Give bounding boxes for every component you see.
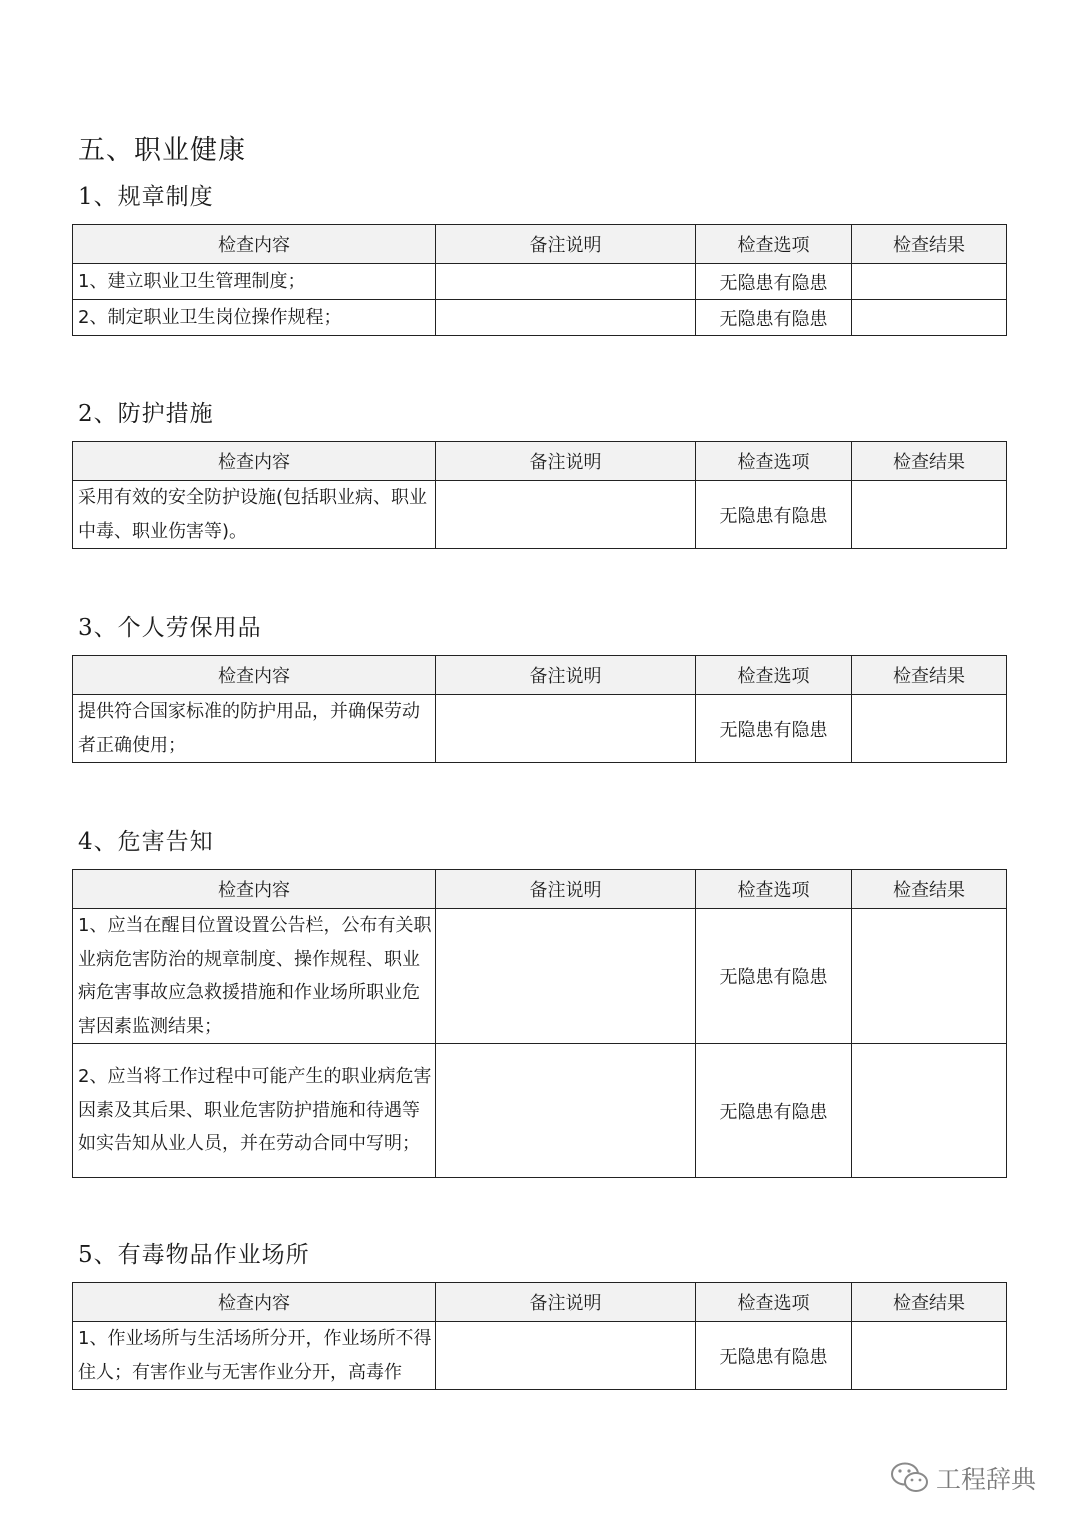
row-content: 2、应当将工作过程中可能产生的职业病危害因素及其后果、职业危害防护措施和待遇等如实告知从业人员，并在劳动合同中写明；: [73, 1044, 436, 1178]
table-row: [73, 695, 1007, 763]
row-note[interactable]: [436, 1322, 696, 1390]
row-content: 2、制定职业卫生岗位操作规程；: [73, 300, 436, 336]
section-title: 3、个人劳保用品: [78, 615, 262, 641]
header-result: 检查结果: [852, 870, 1007, 909]
header-result: 检查结果: [852, 656, 1007, 695]
section-toxic-workplace: [72, 1235, 1006, 1390]
check-table: [72, 1282, 1007, 1390]
row-note[interactable]: [436, 481, 696, 549]
row-content: 提供符合国家标准的防护用品，并确保劳动者正确使用；: [73, 695, 436, 763]
row-content: 1、作业场所与生活场所分开，作业场所不得住人；有害作业与无害作业分开，高毒作: [73, 1322, 436, 1390]
row-option[interactable]: 无隐患有隐患: [696, 909, 852, 1044]
section-title: 5、有毒物品作业场所: [78, 1242, 310, 1268]
row-content: 1、应当在醒目位置设置公告栏，公布有关职业病危害防治的规章制度、操作规程、职业病危害事故应急救援措施和作业场所职业危害因素监测结果；: [73, 909, 436, 1044]
header-note: 备注说明: [436, 442, 696, 481]
table-header-row: [73, 656, 1007, 695]
header-content: 检查内容: [73, 1283, 436, 1322]
row-note[interactable]: [436, 909, 696, 1044]
table-row: [73, 264, 1007, 300]
row-option[interactable]: 无隐患有隐患: [696, 1044, 852, 1178]
row-note[interactable]: [436, 300, 696, 336]
header-content: 检查内容: [73, 656, 436, 695]
header-note: 备注说明: [436, 656, 696, 695]
wechat-icon: [890, 1461, 930, 1495]
row-option[interactable]: 无隐患有隐患: [696, 695, 852, 763]
row-note[interactable]: [436, 1044, 696, 1178]
header-content: 检查内容: [73, 870, 436, 909]
header-content: 检查内容: [73, 442, 436, 481]
table-row: [73, 481, 1007, 549]
row-option[interactable]: 无隐患有隐患: [696, 1322, 852, 1390]
table-header-row: [73, 442, 1007, 481]
table-row: [73, 1322, 1007, 1390]
table-header-row: [73, 870, 1007, 909]
header-option: 检查选项: [696, 870, 852, 909]
row-option[interactable]: 无隐患有隐患: [696, 481, 852, 549]
header-result: 检查结果: [852, 1283, 1007, 1322]
section-title: 4、危害告知: [78, 829, 214, 855]
header-option: 检查选项: [696, 442, 852, 481]
check-table: [72, 655, 1007, 763]
section-hazard-notice: [72, 822, 1006, 1178]
check-table: [72, 224, 1007, 336]
watermark-text: 工程辞典: [936, 1465, 1037, 1494]
row-result[interactable]: [852, 1322, 1007, 1390]
header-option: 检查选项: [696, 225, 852, 264]
row-result[interactable]: [852, 1044, 1007, 1178]
header-note: 备注说明: [436, 225, 696, 264]
section-ppe: [72, 608, 1006, 763]
header-result: 检查结果: [852, 225, 1007, 264]
header-option: 检查选项: [696, 656, 852, 695]
row-result[interactable]: [852, 695, 1007, 763]
page-title: 五、职业健康: [78, 135, 246, 166]
table-header-row: [73, 1283, 1007, 1322]
row-option[interactable]: 无隐患有隐患: [696, 300, 852, 336]
check-table: [72, 441, 1007, 549]
section-title: 2、防护措施: [78, 401, 214, 427]
section-title: 1、规章制度: [78, 184, 214, 210]
row-result[interactable]: [852, 300, 1007, 336]
header-result: 检查结果: [852, 442, 1007, 481]
row-result[interactable]: [852, 909, 1007, 1044]
table-row: [73, 909, 1007, 1044]
row-option[interactable]: 无隐患有隐患: [696, 264, 852, 300]
row-note[interactable]: [436, 695, 696, 763]
row-note[interactable]: [436, 264, 696, 300]
row-content: 采用有效的安全防护设施(包括职业病、职业中毒、职业伤害等)。: [73, 481, 436, 549]
row-result[interactable]: [852, 264, 1007, 300]
section-protection-measures: [72, 394, 1006, 549]
header-note: 备注说明: [436, 1283, 696, 1322]
check-table: [72, 869, 1007, 1178]
header-option: 检查选项: [696, 1283, 852, 1322]
header-note: 备注说明: [436, 870, 696, 909]
row-result[interactable]: [852, 481, 1007, 549]
section-regulations: [72, 177, 1006, 336]
watermark: [890, 1458, 1036, 1498]
header-content: 检查内容: [73, 225, 436, 264]
table-header-row: [73, 225, 1007, 264]
table-row: [73, 1044, 1007, 1178]
row-content: 1、建立职业卫生管理制度；: [73, 264, 436, 300]
table-row: [73, 300, 1007, 336]
